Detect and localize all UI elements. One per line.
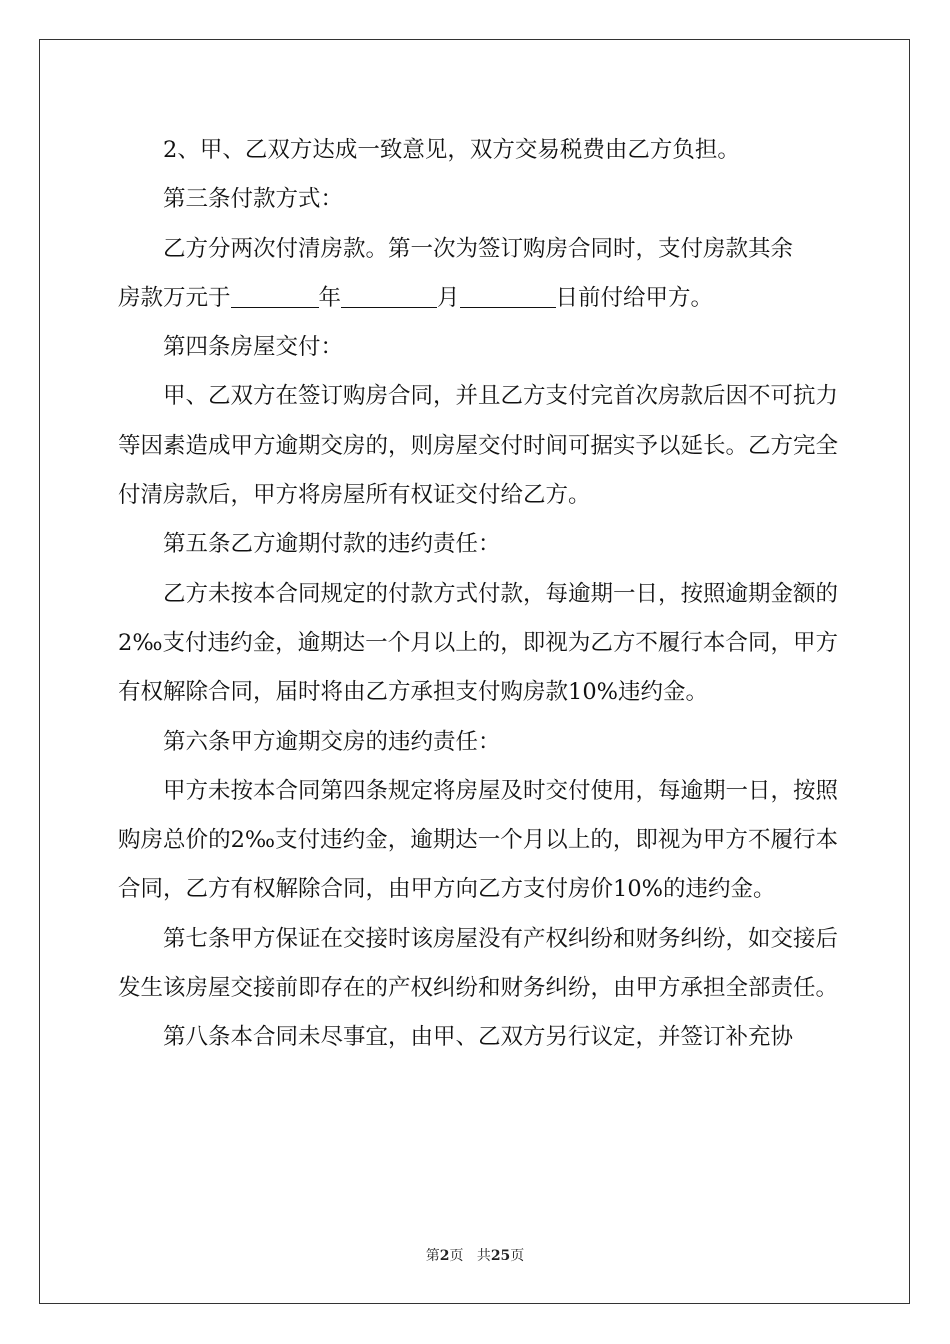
paragraph-seller-breach: 甲方未按本合同第四条规定将房屋及时交付使用，每逾期一日，按照购房总价的2‰支付违约金，逾期达一个月以上的，即视为甲方不履行本合同，乙方有权解除合同，由甲方向乙方支付房价10%的违约金。 bbox=[118, 777, 839, 903]
year-label: 年 bbox=[318, 284, 342, 311]
heading-article-3: 第三条付款方式： bbox=[163, 186, 344, 213]
page-footer bbox=[0, 1245, 950, 1265]
page-number: 2 bbox=[439, 1248, 450, 1264]
month-label: 月 bbox=[437, 284, 460, 311]
total-suffix: 页 bbox=[510, 1248, 525, 1264]
total-prefix: 共 bbox=[476, 1248, 491, 1264]
heading-article-5: 第五条乙方逾期付款的违约责任： bbox=[163, 531, 501, 558]
paragraph-payment: 乙方分两次付清房款。第一次为签订购房合同时，支付房款其余 bbox=[163, 235, 794, 262]
paragraph-delivery: 甲、乙双方在签订购房合同，并且乙方支付完首次房款后因不可抗力等因素造成甲方逾期交房的，则房屋交付时间可据实予以延长。乙方完全付清房款后，甲方将房屋所有权证交付给乙方。 bbox=[118, 383, 839, 509]
total-pages: 25 bbox=[490, 1248, 511, 1264]
paragraph-buyer-breach: 乙方未按本合同规定的付款方式付款，每逾期一日，按照逾期金额的2‰支付违约金，逾期达一个月以上的，即视为乙方不履行本合同，甲方有权解除合同，届时将由乙方承担支付购房款10%违约金。 bbox=[118, 580, 839, 706]
paragraph-tax: 2、甲、乙双方达成一致意见，双方交易税费由乙方负担。 bbox=[163, 137, 740, 163]
page-prefix: 第 bbox=[425, 1248, 440, 1264]
document-body bbox=[118, 126, 838, 1063]
payment-date-line bbox=[118, 274, 838, 323]
payment-line-prefix: 房款万元于 bbox=[118, 284, 231, 311]
year-blank bbox=[231, 284, 319, 308]
day-suffix: 日前付给甲方。 bbox=[555, 284, 714, 311]
month-blank bbox=[341, 284, 437, 308]
heading-article-4: 第四条房屋交付： bbox=[163, 334, 344, 361]
page-suffix: 页 bbox=[449, 1248, 464, 1264]
heading-article-6: 第六条甲方逾期交房的违约责任： bbox=[163, 728, 501, 755]
day-blank bbox=[460, 284, 556, 308]
paragraph-article-8: 第八条本合同未尽事宜，由甲、乙双方另行议定，并签订补充协 bbox=[163, 1024, 794, 1051]
paragraph-article-7: 第七条甲方保证在交接时该房屋没有产权纠纷和财务纠纷，如交接后发生该房屋交接前即存在的产权纠纷和财务纠纷，由甲方承担全部责任。 bbox=[118, 925, 839, 1002]
